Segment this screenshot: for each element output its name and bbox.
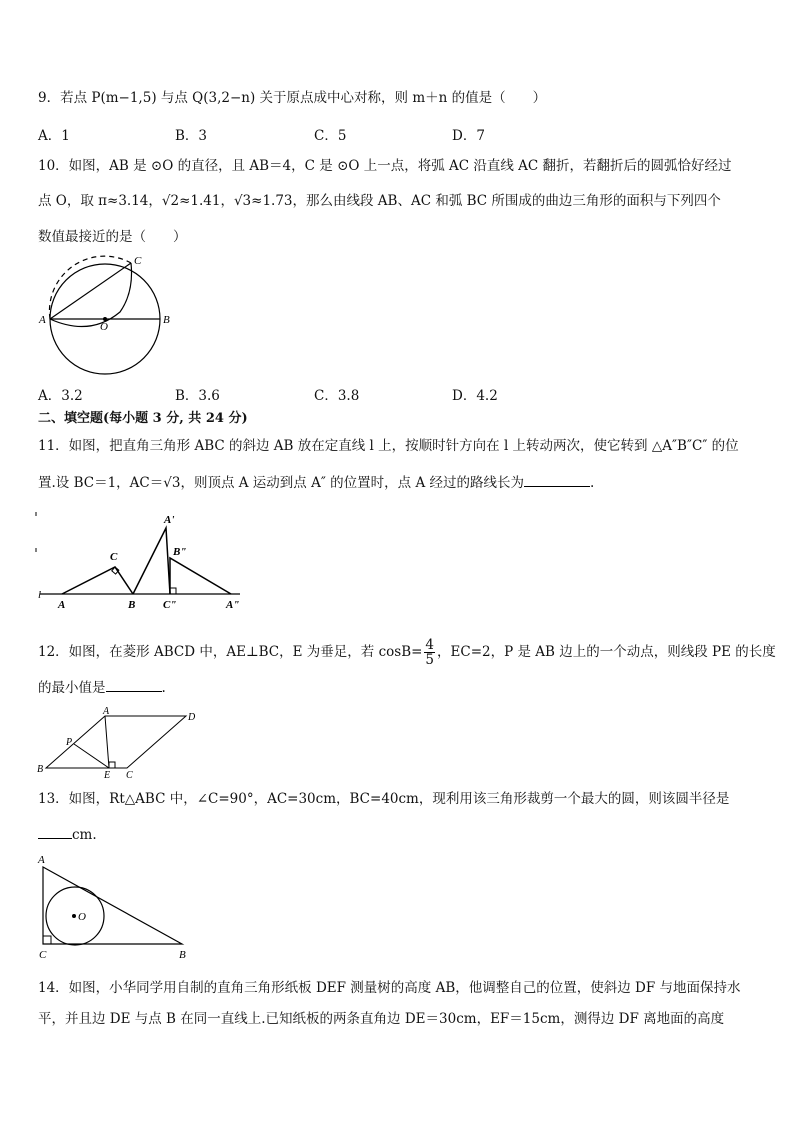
- q11-label-a2: A": [226, 599, 240, 611]
- q13-center-point: [72, 914, 76, 918]
- q10-chord-ac: [50, 263, 131, 319]
- q9-option-d: D．7: [452, 128, 485, 144]
- q12-label-e: E: [104, 770, 111, 781]
- q11-line2-row: [38, 472, 594, 493]
- q13-triangle-abc: [43, 867, 182, 944]
- q10-label-c: C: [134, 255, 142, 267]
- q10-line3: 数值最接近的是（ ）: [38, 229, 187, 245]
- q11-label-c2: C": [163, 599, 177, 611]
- q12-segment-ae: [105, 716, 109, 768]
- q10-option-b: B．3.6: [175, 388, 220, 404]
- q11-line1: 11．如图，把直角三角形 ABC 的斜边 AB 放在定直线 l 上，按顺时针方向在 l 上转动两次，使它转到 △A″B″C″ 的位: [38, 438, 739, 454]
- q9-option-a: A．1: [38, 128, 70, 144]
- q12-answer-blank: [106, 677, 162, 692]
- q12-line2: 的最小值是: [38, 680, 106, 696]
- q11-answer-blank: [524, 472, 590, 487]
- q12-segment-pe: [74, 744, 109, 768]
- q12-figure-rhombus: [34, 706, 209, 781]
- q9-options: [38, 124, 758, 144]
- q10-label-o: O: [100, 321, 108, 333]
- q9-text: 9．若点 P(m−1,5) 与点 Q(3,2−n) 关于原点成中心对称，则 m＋n 的值是（ ）: [38, 90, 547, 106]
- q12-line2-row: [38, 677, 166, 698]
- q11-triangle-a2b2c2: [170, 558, 231, 594]
- q12-label-a: A: [103, 706, 110, 717]
- q12-line2-end: .: [161, 680, 166, 696]
- q11-label-b: B: [128, 599, 136, 611]
- q10-figure-circle: [30, 252, 190, 377]
- q11-figure-rotation: [30, 510, 250, 610]
- q13-line2-row: [38, 824, 97, 845]
- q10-label-b: B: [163, 314, 170, 326]
- q13-label-c: C: [39, 949, 47, 961]
- q12-line1-post: ，EC=2，P 是 AB 边上的一个动点，则线段 PE 的长度: [437, 644, 776, 660]
- q10-option-a: A．3.2: [38, 388, 83, 404]
- q12-cos-denominator: 5: [425, 652, 435, 668]
- q13-label-b: B: [179, 949, 186, 961]
- q11-label-a: A: [58, 599, 66, 611]
- q12-cos-numerator: 4: [425, 637, 435, 653]
- q10-option-d: D．4.2: [452, 388, 498, 404]
- q12-label-p: P: [66, 737, 73, 748]
- section2-title: 二、填空题(每小题 3 分, 共 24 分): [38, 411, 248, 426]
- q11-triangle-a1bc1: [133, 528, 170, 594]
- q14-line1: 14．如图，小华同学用自制的直角三角形纸板 DEF 测量树的高度 AB，他调整自己的位置，使斜边 DF 与地面保持水: [38, 980, 741, 996]
- q13-figure-incircle: [32, 852, 202, 960]
- q9-option-c: C．5: [314, 128, 347, 144]
- q12-cos-fraction: [424, 638, 435, 667]
- q11-triangle-abc: [62, 567, 133, 594]
- q12-line1-row: [38, 635, 776, 669]
- q11-label-b2: B": [173, 546, 187, 558]
- q11-label-l: l: [38, 589, 42, 601]
- q11-line2: 置.设 BC＝1，AC＝√3，则顶点 A 运动到点 A″ 的位置时，点 A 经过的路线长为: [38, 475, 524, 491]
- q9-option-b: B．3: [175, 128, 208, 144]
- q12-label-c: C: [126, 770, 133, 781]
- q13-answer-blank: [38, 824, 72, 839]
- q14-line2: 平，并且边 DE 与点 B 在同一直线上.已知纸板的两条直角边 DE＝30cm，EF＝15cm，测得边 DF 离地面的高度: [38, 1011, 725, 1027]
- q13-line2-end: cm.: [72, 827, 97, 843]
- q11-line2-end: .: [589, 475, 595, 491]
- q10-options: [38, 384, 758, 404]
- q11-label-a1: A': [164, 514, 175, 526]
- q11-label-c: C: [110, 551, 118, 563]
- q12-line1-pre: 12．如图，在菱形 ABCD 中，AE⊥BC，E 为垂足，若 cosB=: [38, 644, 423, 660]
- q13-label-o: O: [78, 911, 86, 923]
- q10-label-a: A: [39, 314, 46, 326]
- q12-label-b: B: [37, 764, 44, 775]
- q12-label-d: D: [188, 712, 196, 723]
- q10-line2: 点 O，取 π≈3.14，√2≈1.41，√3≈1.73，那么由线段 AB、AC 和弧 BC 所围成的曲边三角形的面积与下列四个: [38, 193, 721, 209]
- q13-line1: 13．如图，Rt△ABC 中，∠C=90°，AC=30cm，BC=40cm，现利用该三角形裁剪一个最大的圆，则该圆半径是: [38, 791, 730, 807]
- q13-label-a: A: [38, 854, 45, 866]
- q10-option-c: C．3.8: [314, 388, 360, 404]
- q10-folded-arc: [50, 263, 132, 327]
- q10-line1: 10．如图，AB 是 ⊙O 的直径，且 AB＝4，C 是 ⊙O 上一点，将弧 AC 沿直线 AC 翻折，若翻折后的圆弧恰好经过: [38, 158, 732, 174]
